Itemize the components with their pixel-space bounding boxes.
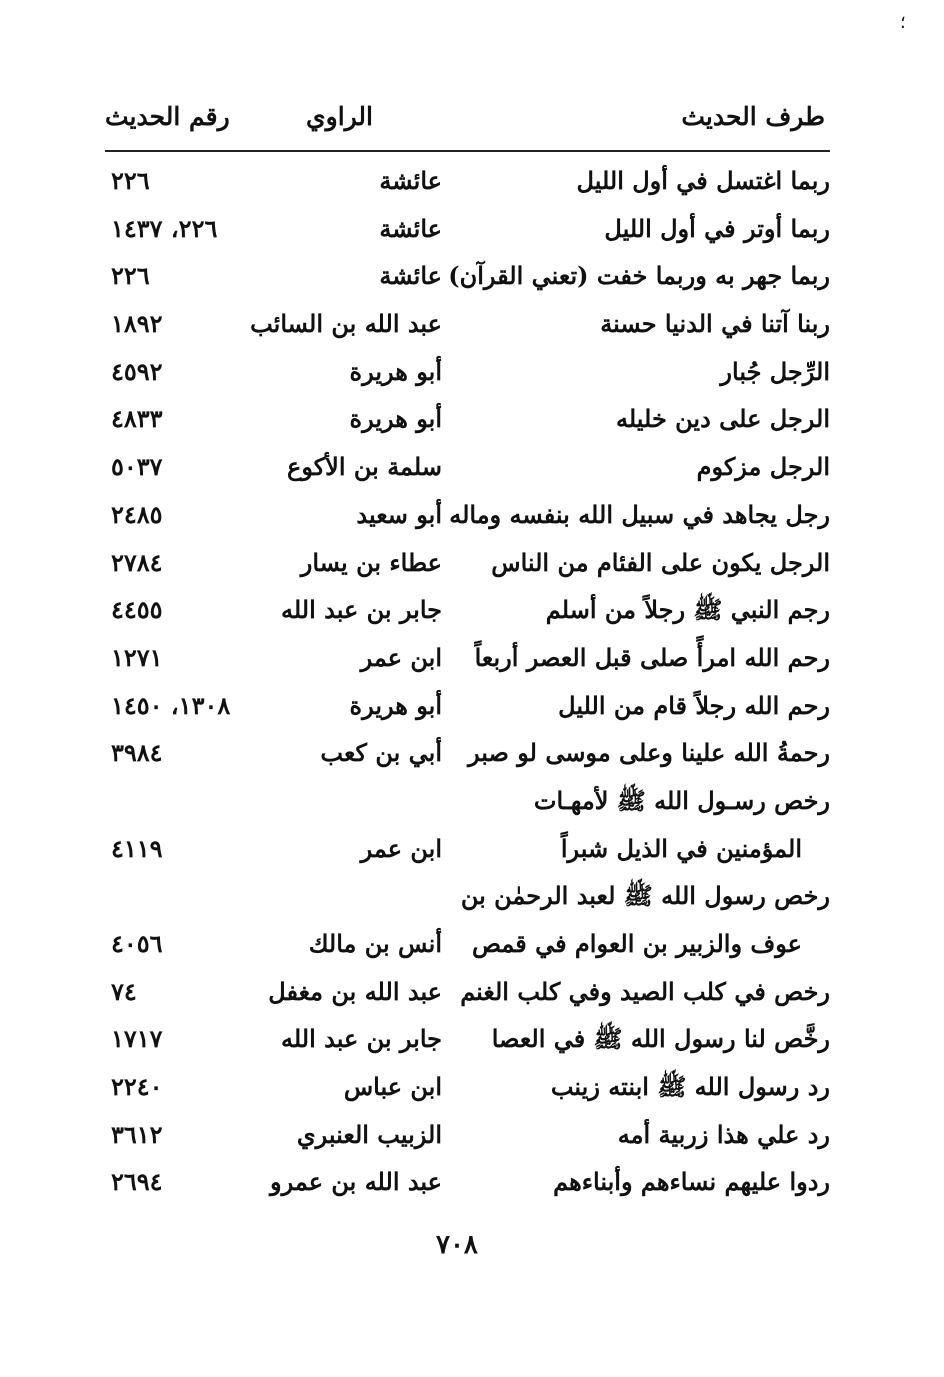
hadith-text: رحم الله امرأً صلى قبل العصر أربعاً: [474, 642, 830, 672]
header-narrator-label: الراوي: [306, 102, 373, 131]
table-row: [105, 685, 830, 733]
header-number-label: رقم الحديث: [105, 102, 230, 131]
narrator: عائشة: [379, 166, 442, 195]
hadith-text: رخَّص لنا رسول الله ﷺ في العصا: [491, 1024, 830, 1054]
table-row: [105, 1114, 830, 1162]
hadith-number: ٢٧٨٤: [111, 547, 163, 577]
hadith-number: ٢٢٦: [111, 261, 150, 291]
hadith-text: الرِّجل جُبار: [720, 356, 830, 386]
header-hadith-label: طرف الحديث: [681, 102, 825, 131]
narrator: الزبيب العنبري: [296, 1119, 442, 1149]
narrator: عائشة: [379, 213, 442, 243]
table-row: [105, 494, 830, 542]
table-row: [105, 446, 830, 494]
hadith-text: رخص رسـول الله ﷺ لأمهـات: [533, 785, 830, 815]
hadith-number: ١٢٧١: [111, 642, 163, 672]
hadith-number: ٢٢٦، ١٤٣٧: [111, 213, 218, 243]
hadith-text: رخص رسول الله ﷺ لعبد الرحمٰن بن: [460, 881, 830, 911]
narrator: جابر بن عبد الله: [280, 595, 442, 625]
hadith-number: ٢٢٦: [111, 166, 150, 195]
narrator: عطاء بن يسار: [300, 547, 442, 577]
table-row: [105, 1018, 830, 1066]
hadith-number: ١٧١٧: [111, 1024, 163, 1054]
page-number: ٧٠٨: [436, 1230, 478, 1260]
table-row: [105, 208, 830, 256]
hadith-text: الرجل على دين خليله: [615, 404, 830, 434]
narrator: أبو هريرة: [349, 356, 442, 386]
hadith-text: الرجل يكون على الفئام من الناس: [491, 547, 830, 577]
hadith-number: ٧٤: [111, 976, 137, 1006]
table-row: [105, 1161, 830, 1209]
narrator: ابن عمر: [360, 833, 442, 863]
hadith-number: ١٨٩٢: [111, 309, 163, 339]
hadith-text: ربما اغتسل في أول الليل: [576, 166, 830, 195]
table-row: [105, 971, 830, 1019]
hadith-number: ٤٨٣٣: [111, 404, 163, 434]
table-row: [105, 398, 830, 446]
hadith-number: ١٣٠٨، ١٤٥٠: [111, 690, 231, 720]
corner-mark: ؛: [900, 12, 906, 33]
table-row: [105, 255, 830, 303]
narrator: ابن عمر: [360, 642, 442, 672]
narrator: أبو هريرة: [349, 690, 442, 720]
table-row: [105, 637, 830, 685]
table-row: [105, 923, 830, 971]
hadith-text: المؤمنين في الذيل شبراً: [560, 833, 802, 863]
table-header: [105, 102, 825, 142]
hadith-number: ٣٩٨٤: [111, 738, 163, 768]
table-row: [105, 875, 830, 923]
narrator: أنس بن مالك: [308, 929, 442, 958]
hadith-text: عوف والزبير بن العوام في قمص: [471, 929, 802, 958]
hadith-text: رجل يجاهد في سبيل الله بنفسه وماله: [449, 499, 830, 529]
hadith-text: رخص في كلب الصيد وفي كلب الغنم: [460, 976, 830, 1006]
narrator: عبد الله بن السائب: [250, 309, 442, 339]
table-row: [105, 542, 830, 590]
hadith-number: ٤٠٥٦: [111, 929, 163, 958]
hadith-text: رحمةُ الله علينا وعلى موسى لو صبر: [468, 738, 830, 768]
narrator: سلمة بن الأكوع: [287, 452, 442, 482]
table-row: [105, 780, 830, 828]
hadith-number: ٤٥٩٢: [111, 356, 163, 386]
narrator: أبو هريرة: [349, 404, 442, 434]
hadith-number: ٢٦٩٤: [111, 1167, 163, 1197]
table-row: [105, 589, 830, 637]
table-row: [105, 351, 830, 399]
hadith-text: ربنا آتنا في الدنيا حسنة: [600, 309, 830, 339]
table-row: [105, 828, 830, 876]
hadith-number: ٣٦١٢: [111, 1119, 163, 1149]
table-row: [105, 303, 830, 351]
hadith-number: ٢٢٤٠: [111, 1072, 163, 1102]
narrator: أبو سعيد: [356, 499, 442, 529]
hadith-text: ردوا عليهم نساءهم وأبناءهم: [553, 1167, 830, 1197]
table-row: [105, 732, 830, 780]
narrator: عبد الله بن مغفل: [268, 976, 442, 1006]
hadith-index-table: [105, 160, 830, 1209]
narrator: أبي بن كعب: [320, 738, 442, 768]
narrator: جابر بن عبد الله: [280, 1024, 442, 1054]
hadith-number: ٤٤٥٥: [111, 595, 163, 625]
hadith-text: ربما جهر به وربما خفت (تعني القرآن): [448, 261, 830, 291]
hadith-text: رد علي هذا زربية أمه: [617, 1119, 830, 1149]
narrator: عائشة: [379, 261, 442, 291]
hadith-number: ٢٤٨٥: [111, 499, 163, 529]
hadith-text: الرجل مزكوم: [696, 452, 830, 482]
narrator: عبد الله بن عمرو: [270, 1167, 442, 1197]
hadith-text: رجم النبي ﷺ رجلاً من أسلم: [545, 595, 830, 625]
hadith-number: ٤١١٩: [111, 833, 163, 863]
table-row: [105, 160, 830, 208]
header-divider: [105, 150, 830, 152]
hadith-text: رحم الله رجلاً قام من الليل: [558, 690, 830, 720]
table-row: [105, 1066, 830, 1114]
hadith-text: ربما أوتر في أول الليل: [604, 213, 830, 243]
hadith-number: ٥٠٣٧: [111, 452, 163, 482]
hadith-text: رد رسول الله ﷺ ابنته زينب: [550, 1072, 830, 1102]
narrator: ابن عباس: [343, 1072, 442, 1102]
